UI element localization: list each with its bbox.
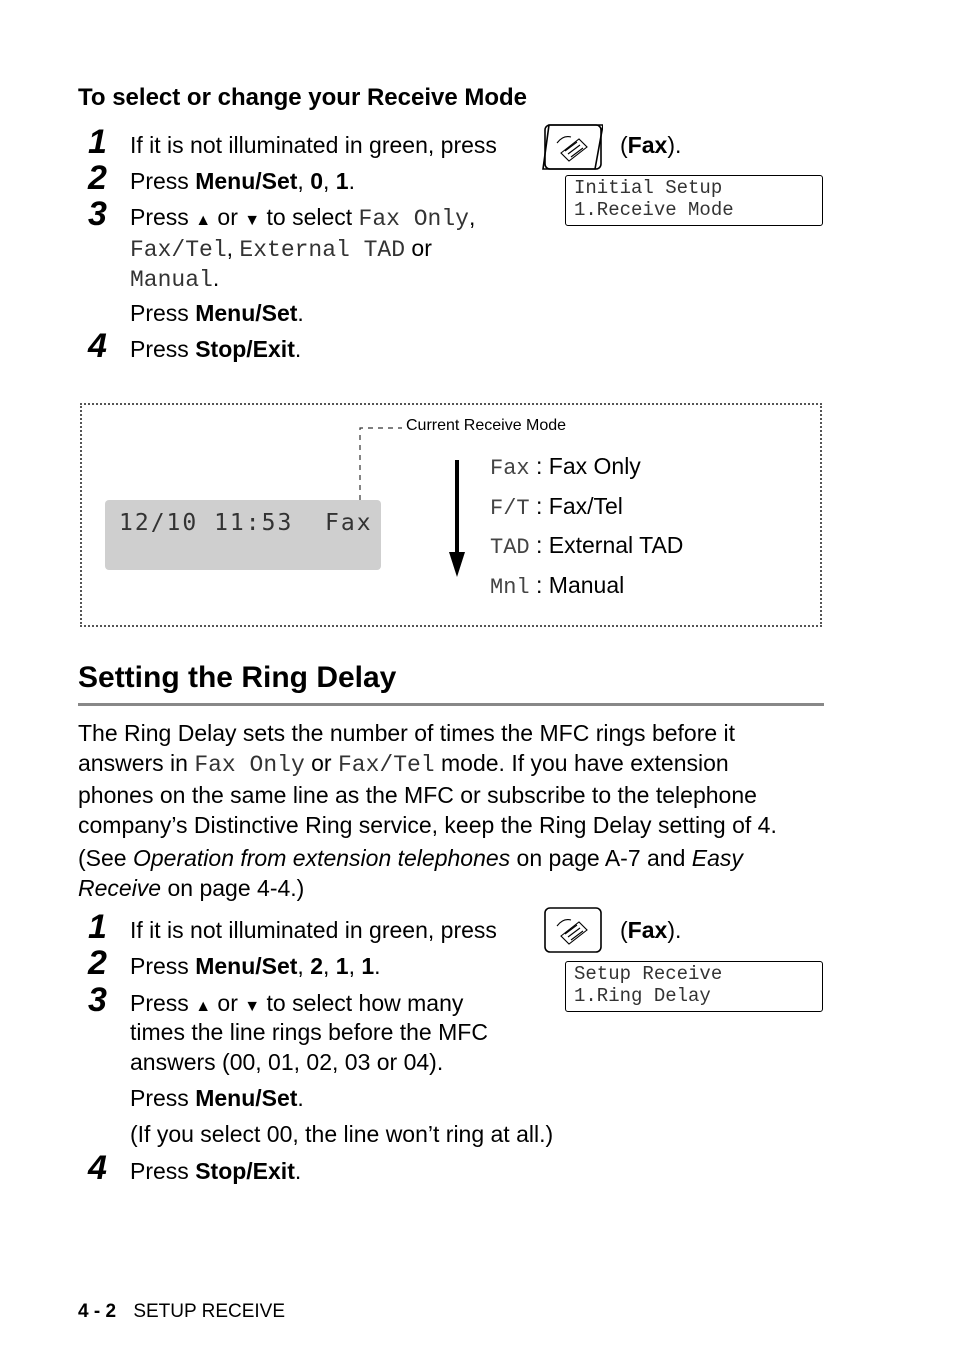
lcd-status-display: 12/10 11:53 Fax [105,500,381,570]
lcd-line: Initial Setup [574,177,723,199]
step-text: times the line rings before the MFC [130,1019,488,1045]
lcd-line: Setup Receive [574,963,723,985]
lcd-line: 1.Ring Delay [574,985,711,1007]
step-number: 2 [88,159,107,197]
lcd-display [565,961,823,1012]
fax-key-label: (Fax). [620,917,682,943]
mode-legend [490,448,683,606]
mode-item: Mnl : Manual [490,571,625,600]
step-text: Press Menu/Set. [130,1085,304,1111]
chapter-name: SETUP RECEIVE [133,1301,286,1322]
page-number: 4 - 2 [78,1301,117,1322]
paragraph: The Ring Delay sets the number of times the MFC rings before it answers in Fax Only or Fax/Tel mode. If you have extension phones on the same line as the MFC or subscribe to the telephone company’s Distinctive Ring service, keep the Ring Delay setting of 4. [78,720,777,838]
step-text: Fax/Tel, External TAD or [130,235,432,263]
callout-label: Current Receive Mode [406,417,567,434]
step-text: answers (00, 01, 02, 03 or 04). [130,1049,444,1075]
step-text: Press Menu/Set, 0, 1. [130,168,355,194]
up-arrow-icon: ▲ [195,998,212,1015]
step-note: (If you select 00, the line won’t ring at all.) [130,1121,554,1147]
paragraph: (See Operation from extension telephones on page A-7 and Easy Receive on page 4-4.) [78,845,743,901]
step-text: Press ▲ or ▼ to select Fax Only, [130,204,476,232]
mode-item: F/T : Fax/Tel [490,492,623,521]
step-number: 3 [88,195,107,233]
step-text: Manual. [130,265,220,293]
step-number: 4 [88,1149,107,1187]
step-text: Press Menu/Set, 2, 1, 1. [130,953,381,979]
step-number: 1 [88,908,107,946]
step-number: 2 [88,944,107,982]
step-number: 4 [88,327,107,365]
up-arrow-icon: ▲ [195,212,212,229]
mode-item: Fax : Fax Only [490,453,641,481]
fax-key-label: (Fax). [620,132,682,158]
section-heading: Setting the Ring Delay [78,661,397,694]
step-text: Press Menu/Set. [130,300,304,326]
step-text: Press Stop/Exit. [130,1158,302,1184]
heading-rule [78,703,824,706]
mode-item: TAD : External TAD [490,532,684,560]
fax-button-icon [541,906,603,950]
step-text: Press ▲ or ▼ to select how many [130,990,464,1016]
step-instruction: If it is not illuminated in green, press [130,132,497,158]
step-number: 3 [88,981,107,1019]
down-arrow-icon: ▼ [244,212,261,229]
lcd-line: 1.Receive Mode [574,199,734,221]
section-title: To select or change your Receive Mode [78,84,528,111]
step-text: Press Stop/Exit. [130,336,302,362]
step-number: 1 [88,123,107,161]
down-arrow-icon: ▼ [244,998,261,1015]
step-text: If it is not illuminated in green, press [130,917,497,943]
page-footer [78,1301,285,1323]
